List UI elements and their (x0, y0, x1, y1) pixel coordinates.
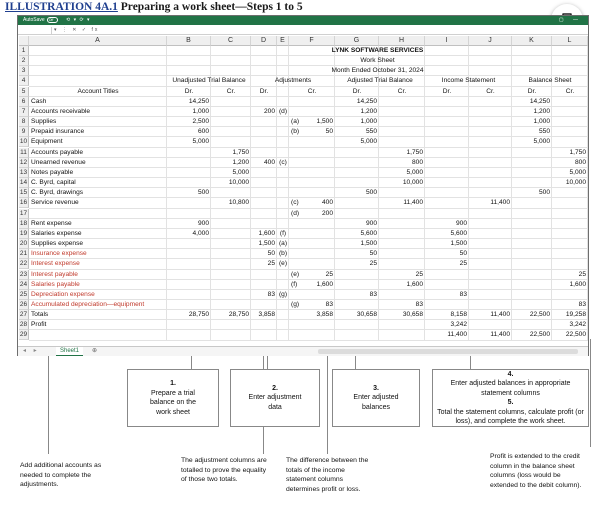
cell[interactable]: 50 (325, 128, 333, 136)
cell[interactable]: Equipment (31, 138, 63, 146)
cell[interactable]: Insurance expense (31, 250, 87, 258)
row-header[interactable]: 22 (19, 260, 28, 268)
cell[interactable]: Dr. (184, 87, 194, 95)
row-header[interactable]: 16 (19, 199, 28, 207)
row-header[interactable]: 6 (19, 97, 29, 107)
row-header[interactable]: 25 (19, 290, 28, 298)
cell[interactable]: 10,000 (228, 179, 249, 187)
step-text: Enter adjusted balances in appropriate statement columns (450, 380, 571, 397)
cell[interactable]: Dr. (259, 87, 269, 95)
step-number: 5. (507, 399, 514, 406)
row-header[interactable]: 27 (19, 311, 28, 319)
row-header[interactable]: 21 (19, 250, 28, 258)
cell[interactable]: 30,658 (402, 311, 423, 319)
cell[interactable]: Cr. (226, 87, 236, 95)
column-header[interactable]: J (469, 36, 512, 46)
cell[interactable]: Adjusted Trial Balance (347, 77, 413, 85)
cell[interactable]: 1,500 (258, 240, 275, 248)
cell[interactable]: 900 (197, 219, 209, 227)
row-header[interactable]: 8 (19, 117, 29, 127)
column-header[interactable]: H (379, 36, 425, 46)
step-number: 4. (507, 370, 514, 378)
cell[interactable]: 25 (267, 260, 275, 268)
row-header[interactable]: 20 (19, 240, 28, 248)
cell[interactable]: (e) (291, 270, 300, 278)
cell[interactable]: 11,400 (447, 331, 467, 339)
cell[interactable]: 83 (415, 301, 423, 308)
cell[interactable]: 1,600 (316, 280, 333, 288)
connector-line (355, 356, 356, 369)
row-header[interactable]: 3 (19, 66, 29, 76)
cell[interactable]: 25 (578, 270, 586, 278)
row-header[interactable]: 9 (19, 127, 29, 137)
cell[interactable]: 30,658 (356, 311, 377, 319)
cell[interactable]: 1,000 (192, 107, 209, 115)
cell[interactable]: 50 (267, 250, 275, 258)
cell[interactable]: 550 (538, 128, 550, 136)
cell[interactable]: Supplies (31, 118, 57, 126)
column-header[interactable]: E (277, 36, 289, 46)
connector-line (267, 356, 268, 369)
cell[interactable]: 25 (415, 270, 423, 278)
cell[interactable]: C. Byrd, capital (31, 179, 76, 187)
cell[interactable]: Prepaid insurance (31, 128, 85, 136)
cell[interactable]: Balance Sheet (528, 77, 572, 85)
autosave-control[interactable] (23, 17, 58, 23)
autosave-label: AutoSave (23, 17, 45, 23)
cell[interactable]: 5,000 (406, 168, 423, 176)
row-header[interactable]: 17 (19, 209, 28, 217)
cell[interactable]: Account Titles (77, 87, 119, 95)
step-4-5-box (432, 369, 589, 427)
row-header[interactable]: 5 (19, 87, 29, 97)
cell[interactable]: 3,858 (258, 311, 275, 319)
cell[interactable]: 1,500 (360, 240, 377, 248)
step-2-box (230, 369, 320, 427)
cell[interactable]: 28,750 (228, 311, 249, 319)
step-text: Enter adjustment data (248, 394, 302, 411)
cell[interactable]: 1,500 (450, 240, 467, 248)
cell[interactable]: 200 (321, 209, 333, 217)
cell[interactable]: (g) (278, 290, 288, 298)
step-1-box (127, 369, 219, 427)
cell[interactable]: (d) (291, 209, 300, 217)
column-header[interactable]: C (211, 36, 251, 46)
sheet-tab[interactable]: Sheet1 (56, 347, 83, 356)
cell[interactable]: 5,000 (232, 168, 249, 176)
cell[interactable]: Accounts payable (31, 148, 84, 156)
cell[interactable]: 1,750 (232, 148, 249, 156)
cell[interactable]: 900 (455, 219, 467, 227)
column-header[interactable]: K (512, 36, 552, 46)
row-header[interactable]: 12 (19, 158, 28, 166)
cell[interactable]: 1,500 (316, 118, 333, 126)
cell[interactable]: 1,200 (533, 107, 550, 115)
connector-line (327, 356, 328, 454)
window-controls[interactable]: ▢ — (558, 16, 582, 23)
formula-icons[interactable]: ▾ ⋮ ✕ ✓ fx (54, 27, 100, 33)
column-header[interactable]: B (167, 36, 211, 46)
row-header[interactable]: 11 (19, 148, 29, 158)
cell[interactable]: Adjustments (274, 77, 312, 85)
cell[interactable]: 1,600 (406, 280, 423, 288)
column-header[interactable]: I (425, 36, 469, 46)
step-number: 2. (272, 384, 278, 392)
cell[interactable]: 5,000 (533, 138, 550, 146)
cell[interactable]: Accounts receivable (31, 107, 91, 115)
cell[interactable]: 400 (321, 199, 333, 207)
excel-titlebar (18, 16, 588, 25)
cell[interactable]: 10,000 (402, 179, 423, 187)
cell[interactable]: (a) (291, 118, 300, 126)
illustration-title (5, 1, 303, 13)
cell[interactable]: Cash (31, 97, 47, 105)
cell[interactable]: Unadjusted Trial Balance (172, 77, 246, 85)
cell[interactable]: (c) (279, 158, 287, 166)
cell[interactable]: (b) (291, 128, 300, 136)
cell[interactable]: (a) (278, 240, 288, 248)
step-text: Total the statement columns, calculate profit (or loss), and complete the work sheet. (437, 408, 584, 425)
row-header[interactable]: 2 (19, 56, 29, 66)
cell[interactable]: 400 (263, 158, 275, 166)
step-text: Enter adjusted balances (353, 394, 399, 411)
cell[interactable]: Notes payable (31, 168, 74, 176)
row-header[interactable]: 4 (19, 76, 29, 86)
horizontal-scrollbar[interactable] (318, 349, 578, 354)
cell[interactable]: 22,500 (565, 331, 586, 339)
cell[interactable]: 83 (459, 290, 467, 298)
cell[interactable]: 50 (459, 250, 467, 258)
cell[interactable]: 11,400 (490, 199, 510, 207)
name-box[interactable] (22, 27, 52, 34)
cell[interactable]: 22,500 (529, 331, 550, 339)
cell[interactable]: Unearned revenue (31, 158, 86, 166)
add-sheet-icon[interactable]: ⊕ (92, 348, 98, 354)
row-header[interactable]: 15 (19, 189, 28, 197)
cell[interactable]: Cr. (397, 87, 407, 95)
cell[interactable]: 5,600 (450, 229, 467, 237)
column-header[interactable]: A (29, 36, 167, 46)
cell[interactable]: 1,200 (232, 158, 249, 166)
step-3-box (332, 369, 420, 427)
connector-line (590, 339, 591, 447)
cell[interactable]: 3,858 (316, 311, 333, 319)
cell[interactable]: 3,242 (450, 321, 467, 329)
autosave-toggle[interactable]: Off (47, 17, 58, 23)
step-number: 1. (170, 380, 176, 387)
cell[interactable]: Cr. (307, 87, 317, 95)
cell[interactable]: 600 (197, 128, 209, 136)
row-header[interactable]: 24 (19, 280, 28, 288)
cell[interactable]: 10,800 (228, 199, 249, 207)
cell[interactable]: 4,000 (192, 229, 209, 237)
cell[interactable]: 50 (369, 250, 377, 258)
cell[interactable]: 900 (365, 219, 377, 227)
cell[interactable]: 500 (365, 189, 377, 197)
select-all-corner[interactable] (19, 36, 29, 46)
cell[interactable]: 5,000 (569, 168, 586, 176)
row-header[interactable]: 18 (19, 219, 28, 227)
cell[interactable]: Dr. (527, 87, 537, 95)
column-header[interactable]: G (335, 36, 379, 46)
row-header[interactable]: 10 (19, 138, 28, 146)
row-header[interactable]: 23 (19, 270, 28, 278)
cell[interactable]: 11,400 (490, 331, 510, 339)
cell[interactable]: (f) (291, 280, 298, 288)
cell[interactable]: 1,200 (360, 107, 377, 115)
connector-line (470, 356, 471, 369)
cell[interactable]: 5,000 (192, 138, 209, 146)
cell[interactable]: 14,250 (529, 97, 550, 105)
cell[interactable]: 25 (459, 260, 467, 268)
cell[interactable]: Rent expense (31, 219, 72, 227)
cell[interactable]: 3,242 (569, 321, 586, 329)
note-adjustment-totals: The adjustment columns are totalled to prove the equality of those two totals. (181, 457, 267, 483)
cell[interactable]: C. Byrd, drawings (31, 189, 84, 197)
cell[interactable]: (f) (279, 229, 287, 237)
cell[interactable]: 550 (365, 128, 377, 136)
cell[interactable]: 83 (325, 301, 333, 308)
cell[interactable]: 11,400 (490, 311, 510, 319)
sheet-nav-arrows[interactable]: ◂ ▸ (23, 348, 40, 354)
note-income-difference: The difference between the totals of the income statement columns determines profit or loss. (286, 457, 369, 493)
illustration-label[interactable]: ILLUSTRATION 4A.1 (5, 1, 118, 13)
cell[interactable]: 11,400 (403, 199, 423, 207)
cell[interactable]: Interest payable (31, 270, 78, 278)
row-header[interactable]: 19 (19, 229, 28, 237)
formula-bar (18, 27, 588, 35)
cell[interactable]: 83 (578, 301, 586, 308)
illustration-caption: Preparing a work sheet—Steps 1 to 5 (120, 1, 303, 13)
cell[interactable]: 5,600 (360, 229, 377, 237)
cell[interactable]: 500 (538, 189, 550, 197)
cell[interactable]: Dr. (442, 87, 452, 95)
row-header[interactable]: 13 (19, 168, 28, 176)
cell[interactable]: (g) (291, 301, 300, 308)
cell[interactable]: Accumulated depreciation—equipment (31, 301, 145, 308)
cell[interactable]: Salaries expense (31, 229, 82, 237)
cell[interactable]: 14,250 (188, 97, 209, 105)
column-header[interactable]: D (251, 36, 277, 46)
cell[interactable]: 1,600 (258, 229, 275, 237)
cell[interactable]: (b) (278, 250, 288, 258)
cell[interactable]: (e) (278, 260, 288, 268)
column-header[interactable]: L (552, 36, 588, 46)
cell[interactable]: 1,750 (406, 148, 423, 156)
cell[interactable]: Cr. (486, 87, 495, 95)
cell[interactable]: Cr. (565, 87, 575, 95)
connector-line (191, 356, 192, 369)
cell[interactable]: 800 (411, 158, 423, 166)
step-number: 3. (373, 384, 379, 392)
cell[interactable]: 10,000 (565, 179, 586, 187)
cell[interactable]: Interest expense (31, 260, 80, 268)
cell[interactable]: 800 (574, 158, 586, 166)
excel-window (17, 15, 589, 356)
note-add-accounts: Add additional accounts as needed to complete the adjustments. (20, 462, 102, 488)
cell[interactable]: Income Statement (441, 77, 496, 85)
note-profit-extension: Profit is extended to the credit column in the balance sheet columns (loss would be extended to the debit column). (490, 453, 582, 489)
sheet-tab-bar (18, 346, 588, 356)
cell[interactable]: LYNK SOFTWARE SERVICES (331, 47, 424, 54)
cell[interactable]: Service revenue (31, 199, 79, 207)
cell[interactable]: 200 (263, 107, 275, 115)
cell[interactable]: 14,250 (356, 97, 377, 105)
cell[interactable]: Totals (31, 311, 49, 319)
cell[interactable]: 22,500 (529, 311, 550, 319)
quick-access-toolbar[interactable]: ⟲ ▾ ⟳ ▾ (66, 16, 91, 23)
row-header[interactable]: 1 (19, 46, 29, 56)
cell[interactable]: 1,750 (569, 148, 586, 156)
row-header[interactable]: 28 (19, 321, 28, 329)
cell[interactable]: 2,500 (192, 118, 209, 126)
cell[interactable]: Salaries payable (31, 280, 80, 288)
row-header[interactable]: 14 (19, 179, 28, 187)
cell[interactable]: Dr. (352, 87, 362, 95)
cell[interactable]: 1,600 (569, 280, 586, 288)
cell[interactable]: 19,258 (565, 311, 586, 319)
cell[interactable]: Profit (31, 321, 47, 329)
cell[interactable]: Depreciation expense (31, 290, 95, 298)
cell[interactable]: 8,158 (450, 311, 467, 319)
connector-line (48, 356, 49, 454)
cell[interactable]: 1,000 (533, 118, 550, 126)
cell[interactable]: Work Sheet (360, 57, 395, 65)
cell[interactable]: Month Ended October 31, 2024 (331, 67, 424, 75)
row-header[interactable]: 7 (19, 107, 29, 117)
cell[interactable]: 500 (197, 189, 209, 197)
cell[interactable]: 83 (369, 290, 377, 298)
cell[interactable]: 83 (267, 290, 275, 298)
cell[interactable]: 25 (369, 260, 377, 268)
step-text: Prepare a trial balance on the work sheet (150, 389, 196, 416)
cell[interactable]: 1,000 (360, 118, 377, 126)
cell[interactable]: 28,750 (188, 311, 209, 319)
row-header[interactable]: 29 (19, 331, 28, 339)
row-header[interactable]: 26 (19, 301, 28, 308)
cell[interactable]: (c) (291, 199, 299, 207)
column-header[interactable]: F (289, 36, 335, 46)
cell[interactable]: 5,000 (360, 138, 377, 146)
cell[interactable]: Supplies expense (31, 240, 84, 248)
cell[interactable]: (d) (278, 107, 288, 115)
cell[interactable]: 25 (325, 270, 333, 278)
